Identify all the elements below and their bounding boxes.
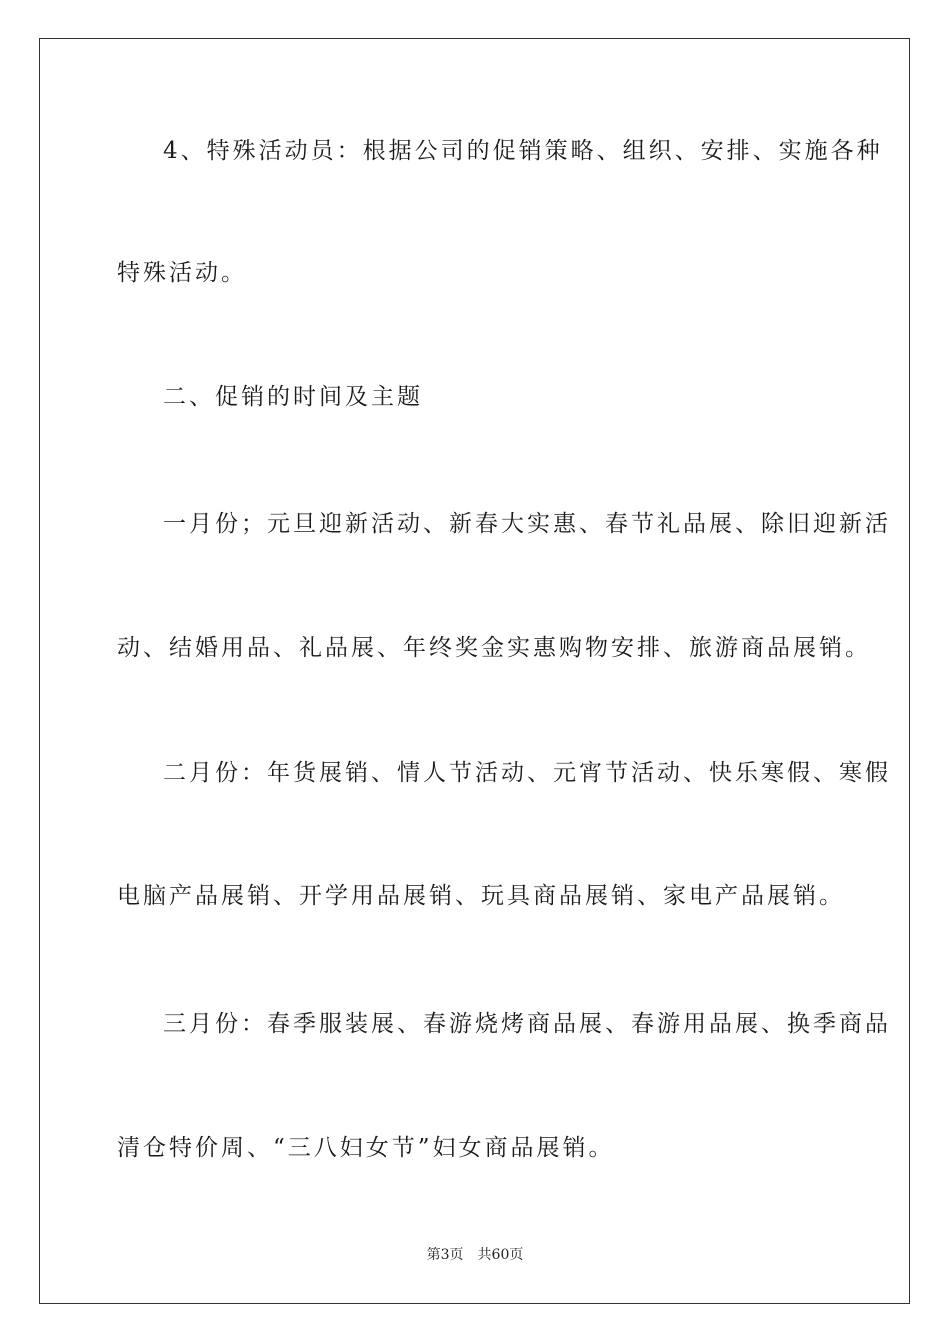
paragraph-line: 电脑产品展销、开学用品展销、玩具商品展销、家电产品展销。	[117, 883, 845, 909]
paragraph-line: 清仓特价周、“三八妇女节”妇女商品展销。	[117, 1135, 615, 1161]
paragraph-line: 二月份：年货展销、情人节活动、元宵节活动、快乐寒假、寒假	[163, 760, 891, 786]
paragraph-line: 一月份；元旦迎新活动、新春大实惠、春节礼品展、除旧迎新活	[163, 511, 891, 537]
paragraph-line: 动、结婚用品、礼品展、年终奖金实惠购物安排、旅游商品展销。	[117, 635, 871, 661]
page-total: 共60页	[477, 1247, 524, 1263]
section-heading: 二、促销的时间及主题	[163, 384, 423, 410]
page-number: 第3页	[426, 1247, 464, 1263]
paragraph-line: 三月份：春季服装展、春游烧烤商品展、春游用品展、换季商品	[163, 1011, 891, 1037]
page-border	[39, 38, 910, 1304]
paragraph-line: 特殊活动。	[117, 260, 247, 286]
paragraph-line: 4、特殊活动员：根据公司的促销策略、组织、安排、实施各种	[163, 138, 883, 164]
page-footer	[0, 1246, 950, 1264]
